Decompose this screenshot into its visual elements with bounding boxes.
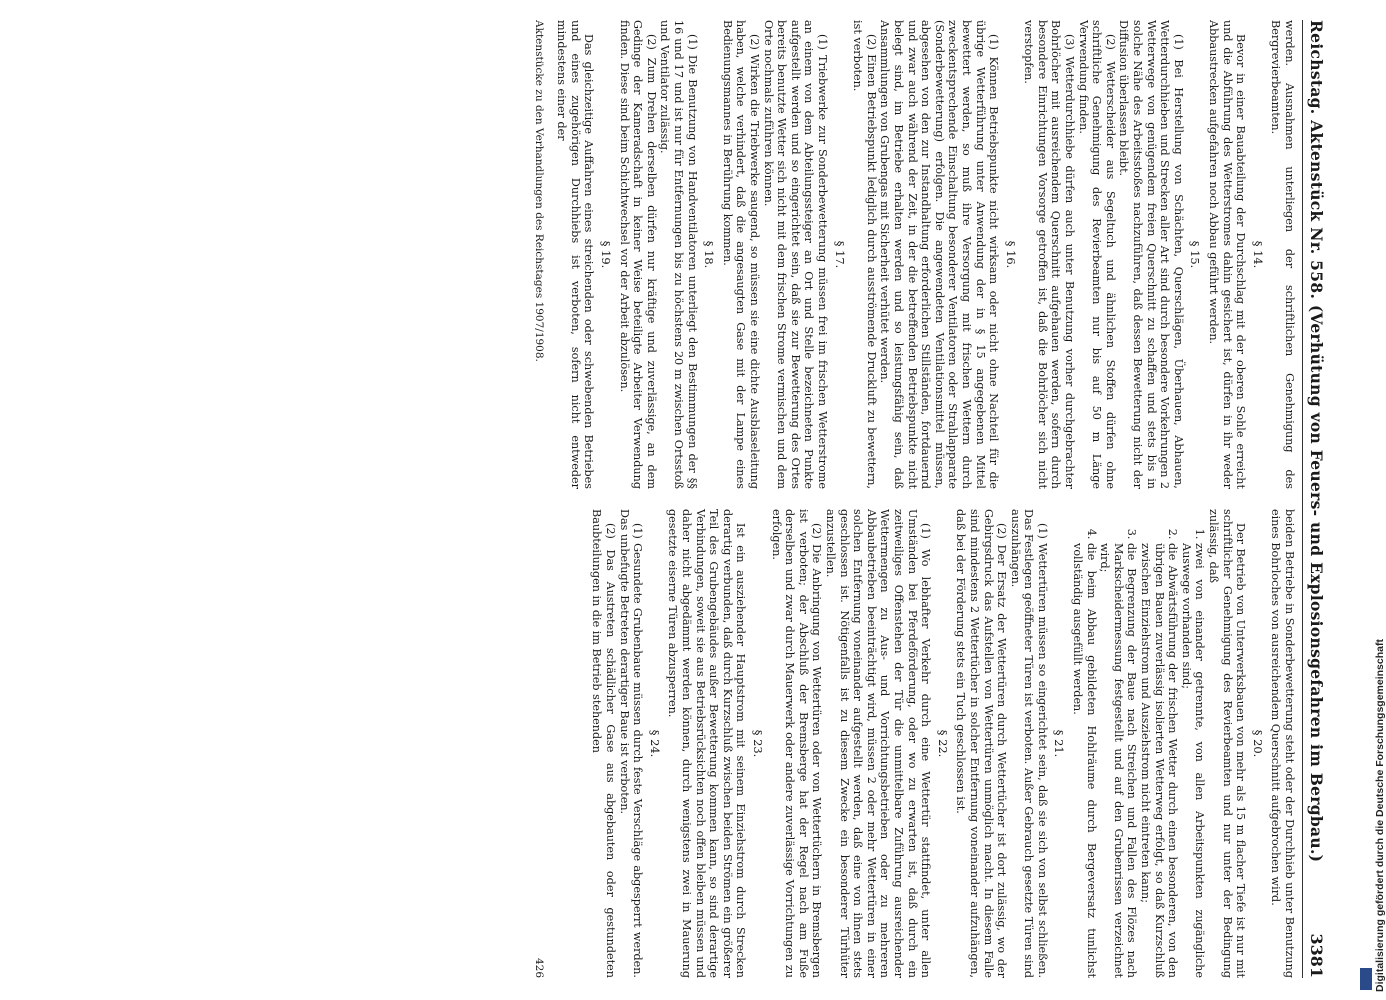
paragraph: werden. Ausnahmen unterliegen der schriftlichen Genehmigung des Bergrevierbeamten. (1269, 20, 1296, 489)
paragraph: (2) Die Anbringung von Wettertüren oder von Wettertüchern in Bremsbergen ist verboten; der Abschluß der Bremsberge hat der Regel nach am Fuße derselben und zwar durch Mauerwerk oder andere zuverlässige Vorrichtungen zu erfolgen. (769, 509, 824, 978)
paragraph: Der Betrieb von Unterwerksbauen von mehr als 15 m flacher Tiefe ist nur mit schriftlicher Genehmigung des Revierbeamten und nur unter der Bedingung zulässig, daß (1207, 509, 1248, 978)
section-heading: § 21. (1052, 729, 1067, 758)
paragraph: (1) Können Betriebspunkte nicht wirksam oder nicht ohne Nachteil für die übrige Wetterführung unter Anwendung der in § 15 angegebenen Mittel bewettert werden, so muß ihre Versorgung mit frischen Wettern durch zweckentsprechende Einschaltung besonderer Ventilatoren oder Strahlapparate (Sonderbewetterung) erfolgen. Die angewendeten Ventilationsmittel müssen, abgesehen von den zur Instandhaltung erforderlichen Stillständen, fortdauernd und zwar auch während der Zeit, in der die betreffenden Betriebspunkte nicht belegt sind, im Betriebe erhalten werden und so leistungsfähig sein, daß Ansammlungen von Grubengas mit Sicherheit verhütet werden. (878, 20, 1001, 489)
section-heading: § 22. (935, 729, 950, 758)
paragraph: (2) Wetterscheider aus Segeltuch und ähnlichen Stoffen dürfen ohne schriftliche Genehmigung des Revierbeamten nur bis auf 50 m Länge Verwendung finden. (1076, 20, 1117, 489)
paragraph: (2) Der Ersatz der Wettertüren durch Wettertücher ist dort zulässig, wo der Gebirgsdruck das Aufstellen von Wettertüren unmöglich macht. In diesem Falle sind mindestens 2 Wettertücher in solcher Entfernung voneinander aufzuhängen, daß bei der Förderung stets ein Tuch geschlossen ist. (954, 509, 1009, 978)
section-heading: § 18. (702, 240, 717, 269)
list-item: 2. die Abwärtsführung der frischen Wetter durch einen besonderen, von den übrigen Bauen zuverlässig isolierten Wetterweg erfolgt, so daß Kurzschluß zwischen Einziehstrom und Ausziehstrom nicht eintreten kann; (1138, 543, 1179, 978)
paragraph: Ist ein ausziehender Hauptstrom mit seinem Einziehstrom durch Strecken derartig verbunden, daß durch Kurzschluß zwischen beiden Strömen ein größerer Teil des Grubengebäudes außer Bewetterung kommen kann, so sind derartige Verbindungen, soweit sie aus Betriebsrücksichten noch offen bleiben müssen und daher nicht abgedämmt werden können, durch wenigstens zwei in Mauerung gesetzte eiserne Türen abzusperren. (666, 509, 748, 978)
paragraph: (1) Gesundete Grubenbaue müssen durch feste Verschläge abgesperrt werden. Das unbefugte Betreten derartiger Baue ist verboten. (617, 509, 645, 978)
list-item: 3. die Begrenzung der Baue nach Streichen und Fallen des Flözes nach Markscheidermessung festgestellt und auf den Grubenrissen verzeichnet wird; (1098, 543, 1139, 978)
paragraph: Das gleichzeitige Auffahren eines streichenden oder schwebenden Betriebes und eines zugehörigen Durchhiebs ist verboten, sofern nicht entweder mindestens einer der (555, 20, 596, 489)
paragraph: (2) Das Austreten schädlicher Gase aus abgebauten oder gestundeten Baubteilungen in die im Betrieb stehenden (590, 509, 618, 978)
condition-list (1071, 509, 1207, 978)
section-heading: § 24. (647, 729, 662, 758)
section-heading: § 20. (1250, 729, 1265, 758)
section-heading: § 17. (832, 240, 847, 269)
paragraph: beiden Betriebe in Sonderbewetterung steht oder der Durchhieb unter Benutzung eines Bohrloches von ausreichendem Querschnitt aufgebrochen wird. (1269, 509, 1296, 978)
list-item: 4. die beim Abbau gebildeten Hohlräume durch Bergeversatz tunlichst vollständig ausgefüllt werden. (1071, 543, 1098, 978)
paragraph: (1) Triebwerke zur Sonderbewetterung müssen frei im frischen Wetterstrome an einem von dem Abteilungssteiger an Ort und Stelle bezeichneten Punkte aufgestellt werden und so eingerichtet sein, daß sie zur Bewetterung des Ortes bereits benutzte Wetter sich nicht mit dem frischen Strome vermischen und dem Orte nochmals zuführen können. (761, 20, 829, 489)
section-heading: § 19. (599, 240, 614, 269)
section-heading: § 16. (1003, 240, 1018, 269)
footer-page-number: 426 (532, 957, 545, 978)
dfg-logo-icon (1360, 968, 1372, 990)
paragraph: (1) Bei Herstellung von Schächten, Querschlägen, Überhauen, Abhauen, Wetterdurchhieben und Strecken aller Art sind durch besondere Vorkehrungen 2 Wetterwege von genügendem freien Querschnitt zu schaffen und stets bis in solche Nähe des Arbeitsstoßes nachzuführen, daß dessen Bewetterung nicht der Diffusion überlassen bleibt. (1117, 20, 1185, 489)
paragraph: (1) Wo lebhafter Verkehr durch eine Wettertür stattfindet, unter allen Umständen bei Pferdeförderung, oder wo zu erwarten ist, daß durch ein zeitweiliges Offenstehen der Tür die unmittelbare Zuführung ausreichender Wettermengen zu Aus- und Vorrichtungsbetrieben oder zu mehreren Abbaubetrieben beeinträchtigt wird, müssen 2 oder mehr Wettertüren in einer solchen Entfernung voneinander aufgestellt werden, daß eine von ihnen stets geschlossen ist. Nötigenfalls ist zu diesem Zwecke ein besonderer Türhüter anzustellen. (824, 509, 933, 978)
paragraph: (2) Zum Drehen derselben dürfen nur kräftige und zuverlässige, an dem Gedinge der Kameradschaft in keiner Weise beteiligte Arbeiter Verwendung finden. Diese sind beim Schichtwechsel vor der Arbeit abzulösen. (617, 20, 658, 489)
paragraph: Bevor in einer Bauabteilung der Durchschlag mit der oberen Sohle erreicht und die Abführung des Wetterstromes dahin gesichert ist, dürfen in ihr weder Abbaustrecken aufgefahren noch Abbau geführt werden. (1207, 20, 1248, 489)
paragraph: (3) Wetterdurchhiebe dürfen auch unter Benutzung vorher durchgebrachter Bohrlöcher mit ausreichendem Querschnitt aufgehauen werden, sofern durch besondere Einrichtungen Vorsorge getroffen ist, daß die Bohrlöcher sich nicht verstopfen. (1022, 20, 1077, 489)
digitization-note (1356, 0, 1386, 1000)
section-heading: § 15. (1188, 240, 1203, 269)
paragraph: (2) Wirken die Triebwerke saugend, so müssen sie eine dichte Ausblaseleitung haben, welche verhindert, daß die angesaugten Gase mit der Lampe eines Bedienungsmannes in Berührung kommen. (720, 20, 762, 489)
page-number: 3381 (1307, 933, 1326, 978)
page-title: Reichstag. Aktenstück Nr. 558. (Verhütung von Feuers- und Explosionsgefahren im Bergbau.) (1307, 20, 1326, 863)
page-header (1302, 20, 1326, 978)
footer-source: Aktenstücke zu den Verhandlungen des Reichstages 1907/1908. (532, 20, 545, 362)
paragraph: (2) Einen Betriebspunkt lediglich durch ausströmende Druckluft zu bewettern, ist verboten. (851, 20, 878, 489)
digitization-credit: Digitalisierung gefördert durch die Deutsche Forschungsgemeinschaft (1374, 639, 1386, 992)
paragraph: (1) Wettertüren müssen so eingerichtet sein, daß sie sich von selbst schließen. Das Festlegen geöffneter Türen ist verboten. Außer Gebrauch gesetzte Türen sind auszuhängen. (1008, 509, 1049, 978)
page-footer (533, 20, 545, 978)
paragraph: (1) Die Benutzung von Handventilatoren unterliegt den Bestimmungen der §§ 16 und 17 und ist nur für Entfernungen bis zu höchstens 20 m zwischen Ortsstoß und Ventilator zulässig. (658, 20, 699, 489)
section-heading: § 23. (751, 729, 766, 758)
right-column (555, 509, 1296, 978)
left-column (555, 20, 1296, 489)
section-heading: § 14. (1250, 240, 1265, 269)
list-item: 1. zwei von einander getrennte, von allen Arbeitspunkten zugängliche Auswege vorhanden sind; (1179, 543, 1206, 978)
